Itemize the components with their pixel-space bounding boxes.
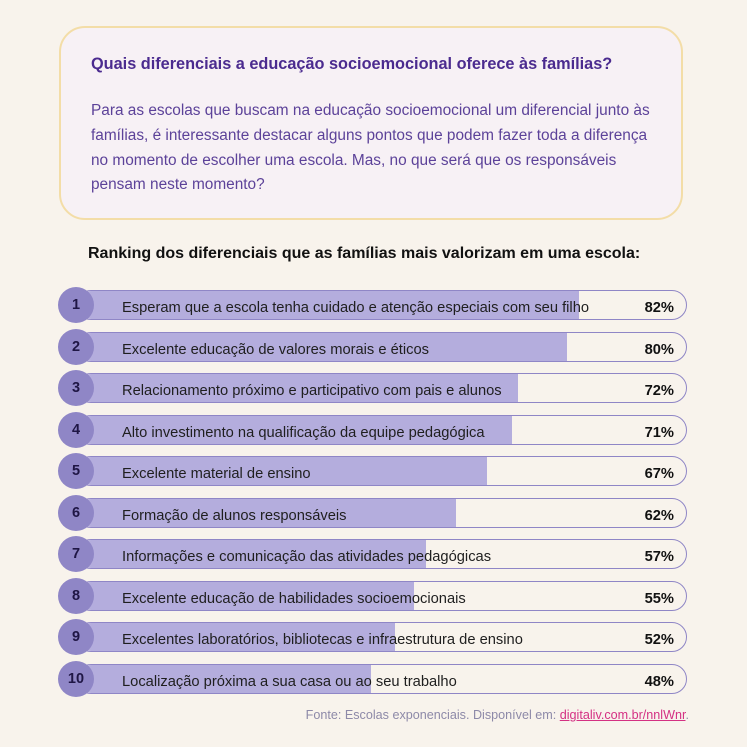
bar-track — [76, 456, 687, 486]
bar-category-label: Relacionamento próximo e participativo com pais e alunos — [122, 383, 502, 399]
rank-row — [58, 370, 687, 406]
rank-row — [58, 329, 687, 365]
bar-track — [76, 332, 687, 362]
rank-badge: 10 — [58, 661, 94, 697]
bar-track — [76, 415, 687, 445]
intro-body: Para as escolas que buscam na educação socioemocional um diferencial junto às famílias, é interessante destacar alguns pontos que podem fazer toda a diferença no momento de escolher uma escola. Mas, no que será que os responsáveis pensam neste momento? — [91, 102, 650, 194]
bar-value-label: 67% — [644, 466, 674, 482]
rank-badge: 9 — [58, 619, 94, 655]
bar-value-label: 55% — [644, 590, 674, 607]
rank-row — [58, 661, 687, 697]
chart-title: Ranking dos diferenciais que as famílias mais valorizam em uma escola: — [88, 245, 641, 262]
rank-row — [58, 495, 687, 531]
source-note — [306, 708, 689, 722]
bar-track — [76, 539, 687, 569]
rank-badge: 4 — [58, 412, 94, 448]
bar-track — [76, 622, 687, 652]
intro-card — [59, 26, 683, 220]
bar-track — [76, 581, 687, 611]
bar-category-label: Localização próxima a sua casa ou ao seu trabalho — [122, 673, 457, 690]
rank-row — [58, 412, 687, 448]
bar-category-label: Excelente educação de valores morais e éticos — [122, 341, 429, 358]
bar-category-label: Excelente educação de habilidades socioemocionais — [122, 590, 466, 607]
rank-row — [58, 536, 687, 572]
rank-badge: 3 — [58, 370, 94, 406]
rank-badge: 7 — [58, 536, 94, 572]
intro-title: Quais diferenciais a educação socioemocional oferece às famílias? — [91, 55, 613, 73]
bar-value-label: 52% — [644, 632, 674, 648]
bar-value-label: 82% — [644, 300, 674, 316]
rank-row — [58, 287, 687, 323]
rank-row — [58, 453, 687, 489]
rank-badge: 5 — [58, 453, 94, 489]
bar-category-label: Informações e comunicação das atividades pedagógicas — [122, 549, 492, 565]
bar-value-label: 48% — [644, 673, 674, 690]
rank-row — [58, 578, 687, 614]
bar-track — [76, 373, 687, 403]
bar-category-label: Excelente material de ensino — [122, 466, 311, 482]
bar-value-label: 72% — [644, 383, 674, 399]
bar-track — [76, 290, 687, 320]
bar-category-label: Formação de alunos responsáveis — [122, 507, 347, 524]
bar-value-label: 71% — [644, 424, 674, 441]
bar-value-label: 57% — [644, 549, 674, 565]
bar-value-label: 80% — [644, 341, 674, 358]
source-prefix: Fonte: Escolas exponenciais. Disponível em: — [305, 708, 560, 722]
bar-category-label: Alto investimento na qualificação da equipe pedagógica — [122, 424, 485, 441]
bar-track — [76, 664, 687, 694]
source-suffix: . — [685, 708, 689, 722]
bar-category-label: Excelentes laboratórios, bibliotecas e infraestrutura de ensino — [122, 632, 523, 648]
rank-badge: 6 — [58, 495, 94, 531]
bar-track — [76, 498, 687, 528]
bar-category-label: Esperam que a escola tenha cuidado e atenção especiais com seu filho — [122, 300, 590, 316]
bar-value-label: 62% — [644, 507, 674, 524]
rank-row — [58, 619, 687, 655]
rank-badge: 2 — [58, 329, 94, 365]
source-link[interactable]: digitaliv.com.br/nnlWnr — [559, 708, 686, 722]
rank-badge: 8 — [58, 578, 94, 614]
rank-badge: 1 — [58, 287, 94, 323]
